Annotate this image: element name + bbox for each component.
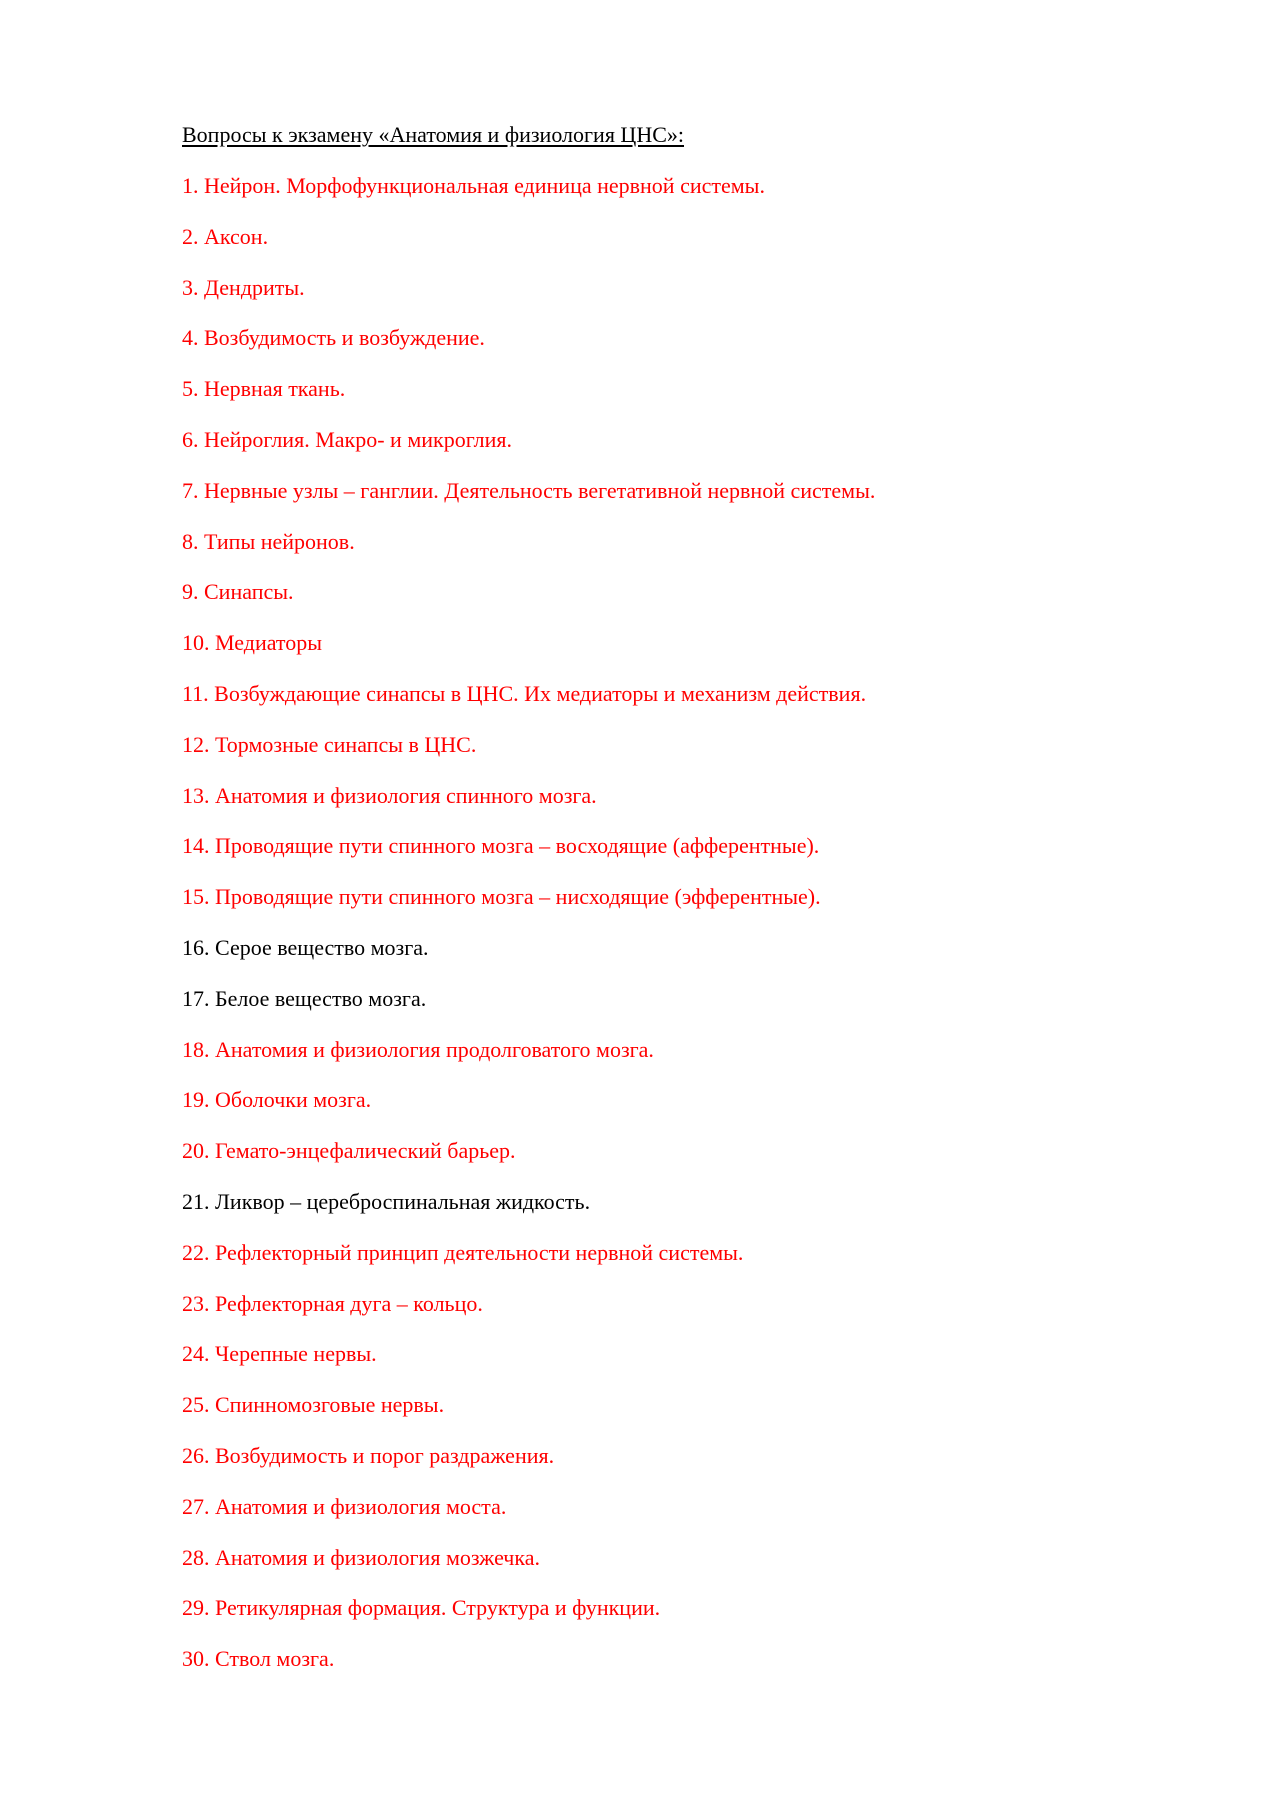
list-item: 24. Черепные нервы.: [182, 1341, 377, 1367]
list-item: 18. Анатомия и физиология продолговатого мозга.: [182, 1036, 654, 1062]
list-item: 4. Возбудимость и возбуждение.: [182, 325, 485, 351]
list-item: 28. Анатомия и физиология мозжечка.: [182, 1544, 540, 1570]
list-item: 30. Ствол мозга.: [182, 1646, 335, 1672]
list-item: 20. Гемато-энцефалический барьер.: [182, 1138, 516, 1164]
list-item: 3. Дендриты.: [182, 274, 305, 300]
list-item: 17. Белое вещество мозга.: [182, 985, 427, 1011]
list-item: 13. Анатомия и физиология спинного мозга.: [182, 782, 597, 808]
list-item: 23. Рефлекторная дуга – кольцо.: [182, 1290, 483, 1316]
list-item: 21. Ликвор – цереброспинальная жидкость.: [182, 1188, 591, 1214]
list-item: 9. Синапсы.: [182, 579, 294, 605]
document-title: Вопросы к экзамену «Анатомия и физиология ЦНС»:: [182, 122, 684, 147]
list-item: 27. Анатомия и физиология моста.: [182, 1493, 507, 1519]
list-item: 16. Серое вещество мозга.: [182, 934, 429, 960]
list-item: 8. Типы нейронов.: [182, 528, 355, 554]
list-item: 26. Возбудимость и порог раздражения.: [182, 1442, 555, 1468]
list-item: 19. Оболочки мозга.: [182, 1087, 372, 1113]
list-item: 10. Медиаторы: [182, 630, 323, 656]
list-item: 7. Нервные узлы – ганглии. Деятельность вегетативной нервной системы.: [182, 477, 876, 503]
list-item: 12. Тормозные синапсы в ЦНС.: [182, 731, 477, 757]
list-item: 25. Спинномозговые нервы.: [182, 1392, 445, 1418]
list-item: 11. Возбуждающие синапсы в ЦНС. Их медиаторы и механизм действия.: [182, 680, 867, 706]
list-item: 29. Ретикулярная формация. Структура и функции.: [182, 1595, 661, 1621]
question-list: [182, 172, 1182, 1696]
list-item: 15. Проводящие пути спинного мозга – нисходящие (эфферентные).: [182, 884, 821, 910]
list-item: 22. Рефлекторный принцип деятельности нервной системы.: [182, 1239, 744, 1265]
list-item: 2. Аксон.: [182, 223, 269, 249]
list-item: 14. Проводящие пути спинного мозга – восходящие (афферентные).: [182, 833, 820, 859]
list-item: 5. Нервная ткань.: [182, 376, 346, 402]
list-item: 1. Нейрон. Морфофункциональная единица нервной системы.: [182, 173, 765, 198]
list-item: 6. Нейроглия. Макро- и микроглия.: [182, 426, 512, 452]
